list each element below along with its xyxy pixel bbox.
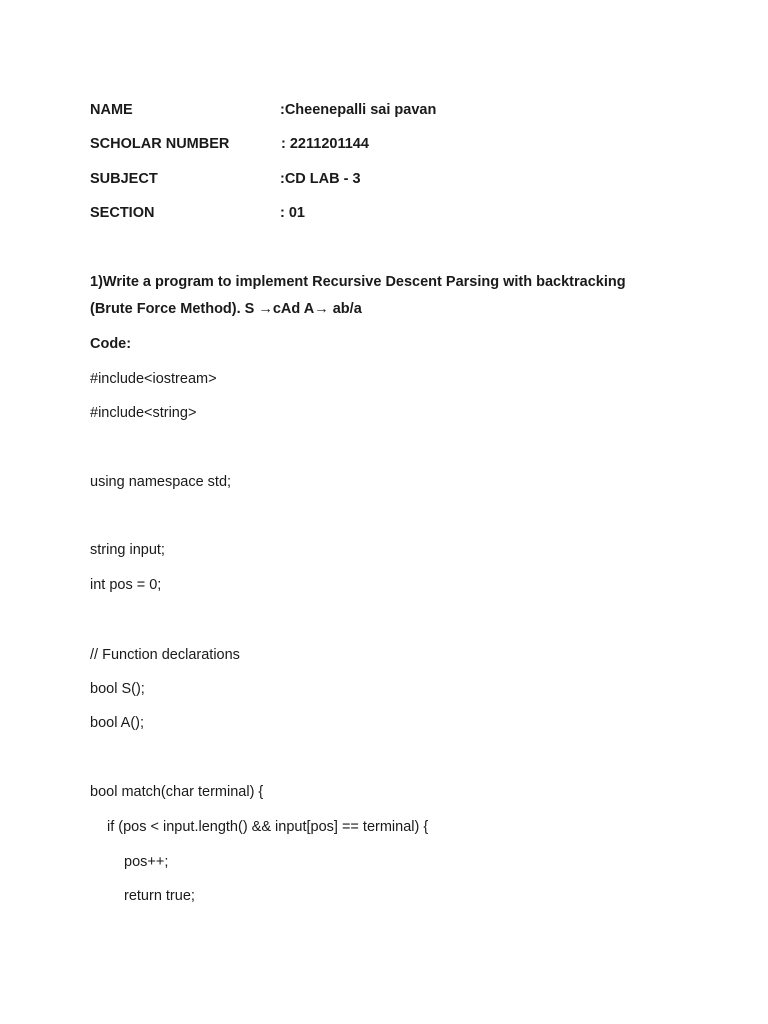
code-line: using namespace std; <box>90 474 232 490</box>
code-line: pos++; <box>124 854 169 870</box>
code-line: bool A(); <box>90 715 144 731</box>
name-label: NAME <box>90 102 133 118</box>
section-label: SECTION <box>90 205 155 221</box>
code-line: string input; <box>90 542 165 558</box>
name-value: :Cheenepalli sai pavan <box>280 102 437 118</box>
code-comment-line: // Function declarations <box>90 647 240 663</box>
code-line: return true; <box>124 888 195 904</box>
section-value: : 01 <box>280 205 305 221</box>
scholar-number-value: : 2211201144 <box>281 136 369 152</box>
question-line-2: (Brute Force Method). S →cAd A→ ab/a <box>90 301 362 317</box>
code-line: int pos = 0; <box>90 577 162 593</box>
subject-label: SUBJECT <box>90 171 158 187</box>
code-line: bool S(); <box>90 681 145 697</box>
code-line: if (pos < input.length() && input[pos] == terminal) { <box>107 819 429 835</box>
question-line-1: 1)Write a program to implement Recursive Descent Parsing with backtracking <box>90 274 626 290</box>
code-line: bool match(char terminal) { <box>90 784 264 800</box>
code-line: #include<iostream> <box>90 371 217 387</box>
code-heading: Code: <box>90 336 132 352</box>
code-line: #include<string> <box>90 405 197 421</box>
scholar-number-label: SCHOLAR NUMBER <box>90 136 230 152</box>
subject-value: :CD LAB - 3 <box>280 171 361 187</box>
